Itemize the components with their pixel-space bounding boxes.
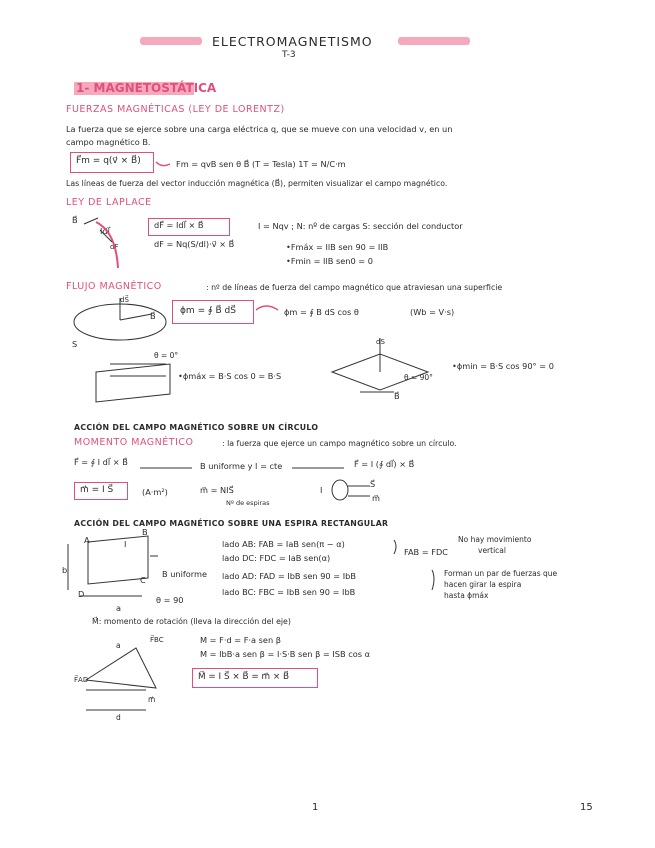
lorentz-text-2: campo magnético B. [66, 137, 151, 147]
flux-result: ϕm = ∮ B dS cos θ [284, 307, 359, 317]
rect-fig2-m: m⃗ [148, 695, 156, 704]
m-unit: (A·m²) [142, 487, 168, 497]
rect-fig-a: a [116, 603, 122, 613]
flux-plane-1 [96, 364, 170, 402]
rect-ab: lado AB: FAB = IaB sen(π − α) [222, 539, 345, 549]
page-number-corner: 15 [580, 802, 593, 813]
laplace-fmin: •Fmin = IlB sen0 = 0 [286, 256, 373, 266]
flux-fig2-dS: dS [376, 338, 385, 346]
rect-fig-D: D [78, 589, 85, 599]
rect-title: ACCIÓN DEL CAMPO MAGNÉTICO SOBRE UNA ESPIRA RECTANGULAR [74, 519, 389, 528]
rect-fig-I: I [124, 539, 127, 549]
circle-formula-F: F⃗ = ∮ I dl⃗ × B⃗ [74, 457, 128, 467]
rect-ab-dc-note-1: No hay movimiento [458, 535, 532, 544]
torque-1: M = F·d = F·a sen β [200, 635, 281, 645]
rect-fig-b: b [62, 565, 68, 575]
rect-ad: lado AD: FAD = IbB sen 90 = IbB [222, 571, 356, 581]
laplace-current: I = Nqv ; N: nº de cargas S: sección del conductor [258, 221, 463, 231]
loop-m: m⃗ [372, 493, 380, 503]
rect-fig-B: B [142, 527, 148, 537]
lorentz-result: Fm = qvB sen θ B⃗ (T = Tesla) 1T = N/C·m [176, 159, 346, 169]
lorentz-text-1: La fuerza que se ejerce sobre una carga eléctrica q, que se mueve con una velocidad v, en un [66, 124, 453, 134]
flux-fig2-B: B⃗ [394, 391, 400, 401]
loop-S: S⃗ [370, 479, 376, 489]
flux-theta0: θ = 0° [154, 351, 179, 360]
laplace-fmax: •Fmáx = IlB sen 90 = IlB [286, 242, 389, 252]
lorentz-formula: F⃗m = q(v⃗ × B⃗) [76, 156, 141, 166]
flux-fig-S: S [72, 339, 78, 349]
laplace-title: LEY DE LAPLACE [66, 197, 152, 208]
rect-fig-theta: θ = 90 [156, 595, 184, 605]
laplace-fig-idl: Idl⃗ [100, 226, 110, 236]
torque-def: M⃗: momento de rotación (lleva la dirección del eje) [92, 617, 291, 626]
flux-theta90: θ = 90° [404, 373, 433, 382]
rect-fig2-a: a [116, 641, 121, 650]
page-title: ELECTROMAGNETISMO [212, 34, 373, 49]
rect-fig2-d: d [116, 713, 121, 722]
flux-title: FLUJO MAGNÉTICO [66, 281, 162, 292]
torque-boxed: M⃗ = I S⃗ × B⃗ = m⃗ × B⃗ [198, 672, 290, 682]
page-number-center: 1 [312, 802, 319, 813]
rect-loop-sketch [88, 536, 148, 584]
flux-fig-dS: dS⃗ [120, 296, 129, 304]
laplace-formula-2: dF = Nq(S/dl)·v⃗ × B⃗ [154, 239, 235, 249]
m-N: m⃗ = NIS⃗ [200, 485, 234, 495]
torque-2: M = IbB·a sen β = I·S·B sen β = ISB cos α [200, 649, 370, 659]
rect-ab-dc-note-2: vertical [478, 546, 506, 555]
rect-bc: lado BC: FBC = IbB sen 90 = IbB [222, 587, 356, 597]
rect-ad-bc-note-2: hacen girar la espira [444, 580, 522, 589]
field-lines-text: Las líneas de fuerza del vector inducción magnética (B⃗), permiten visualizar el campo magnético. [66, 179, 448, 188]
m-N-note: Nº de espiras [226, 499, 270, 507]
flux-min: •ϕmin = B·S cos 90° = 0 [452, 361, 554, 371]
rect-ad-bc-note-1: Forman un par de fuerzas que [444, 569, 558, 578]
flux-max: •ϕmáx = B·S cos 0 = B·S [178, 371, 282, 381]
circle-formula-F2: F⃗ = I (∮ dl⃗) × B⃗ [354, 459, 415, 469]
flux-fig-B: B⃗ [150, 311, 156, 321]
rect-fig-C: C [140, 575, 146, 585]
moment-desc: : la fuerza que ejerce un campo magnético sobre un círculo. [222, 439, 457, 448]
torque-sketch [86, 648, 156, 688]
rect-fig-Buni: B uniforme [162, 569, 207, 579]
rect-ad-bc-note-3: hasta ϕmáx [444, 591, 489, 600]
laplace-fig-B: B⃗ [72, 215, 78, 225]
circle-title: ACCIÓN DEL CAMPO MAGNÉTICO SOBRE UN CÍRCULO [74, 423, 319, 432]
moment-title: MOMENTO MAGNÉTICO [74, 437, 194, 448]
circle-uniform: B uniforme y I = cte [200, 461, 283, 471]
page-subtitle: T-3 [282, 50, 296, 60]
laplace-fig-dF: dF [110, 243, 119, 251]
loop-I: I [320, 485, 323, 495]
rect-fig-A: A [84, 535, 90, 545]
flux-description: : nº de líneas de fuerza del campo magnético que atraviesan una superficie [206, 283, 503, 292]
laplace-formula: dF⃗ = Idl⃗ × B⃗ [154, 220, 204, 230]
loop-sketch [332, 480, 348, 500]
rect-fig2-FBC: F⃗BC [150, 636, 164, 644]
rect-dc: lado DC: FDC = IaB sen(α) [222, 553, 331, 563]
lorentz-title: FUERZAS MAGNÉTICAS (LEY DE LORENTZ) [66, 104, 285, 115]
section-title-magnetostatica: 1- MAGNETOSTÁTICA [76, 81, 217, 95]
rect-fig2-FAD: F⃗AD [74, 676, 89, 684]
rect-ab-dc-result: FAB = FDC [404, 547, 448, 557]
flux-formula: ϕm = ∮ B⃗ dS⃗ [180, 306, 236, 316]
m-formula: m⃗ = I S⃗ [80, 485, 114, 495]
flux-unit: (Wb = V·s) [410, 307, 455, 317]
laplace-wire-sketch [96, 222, 118, 268]
